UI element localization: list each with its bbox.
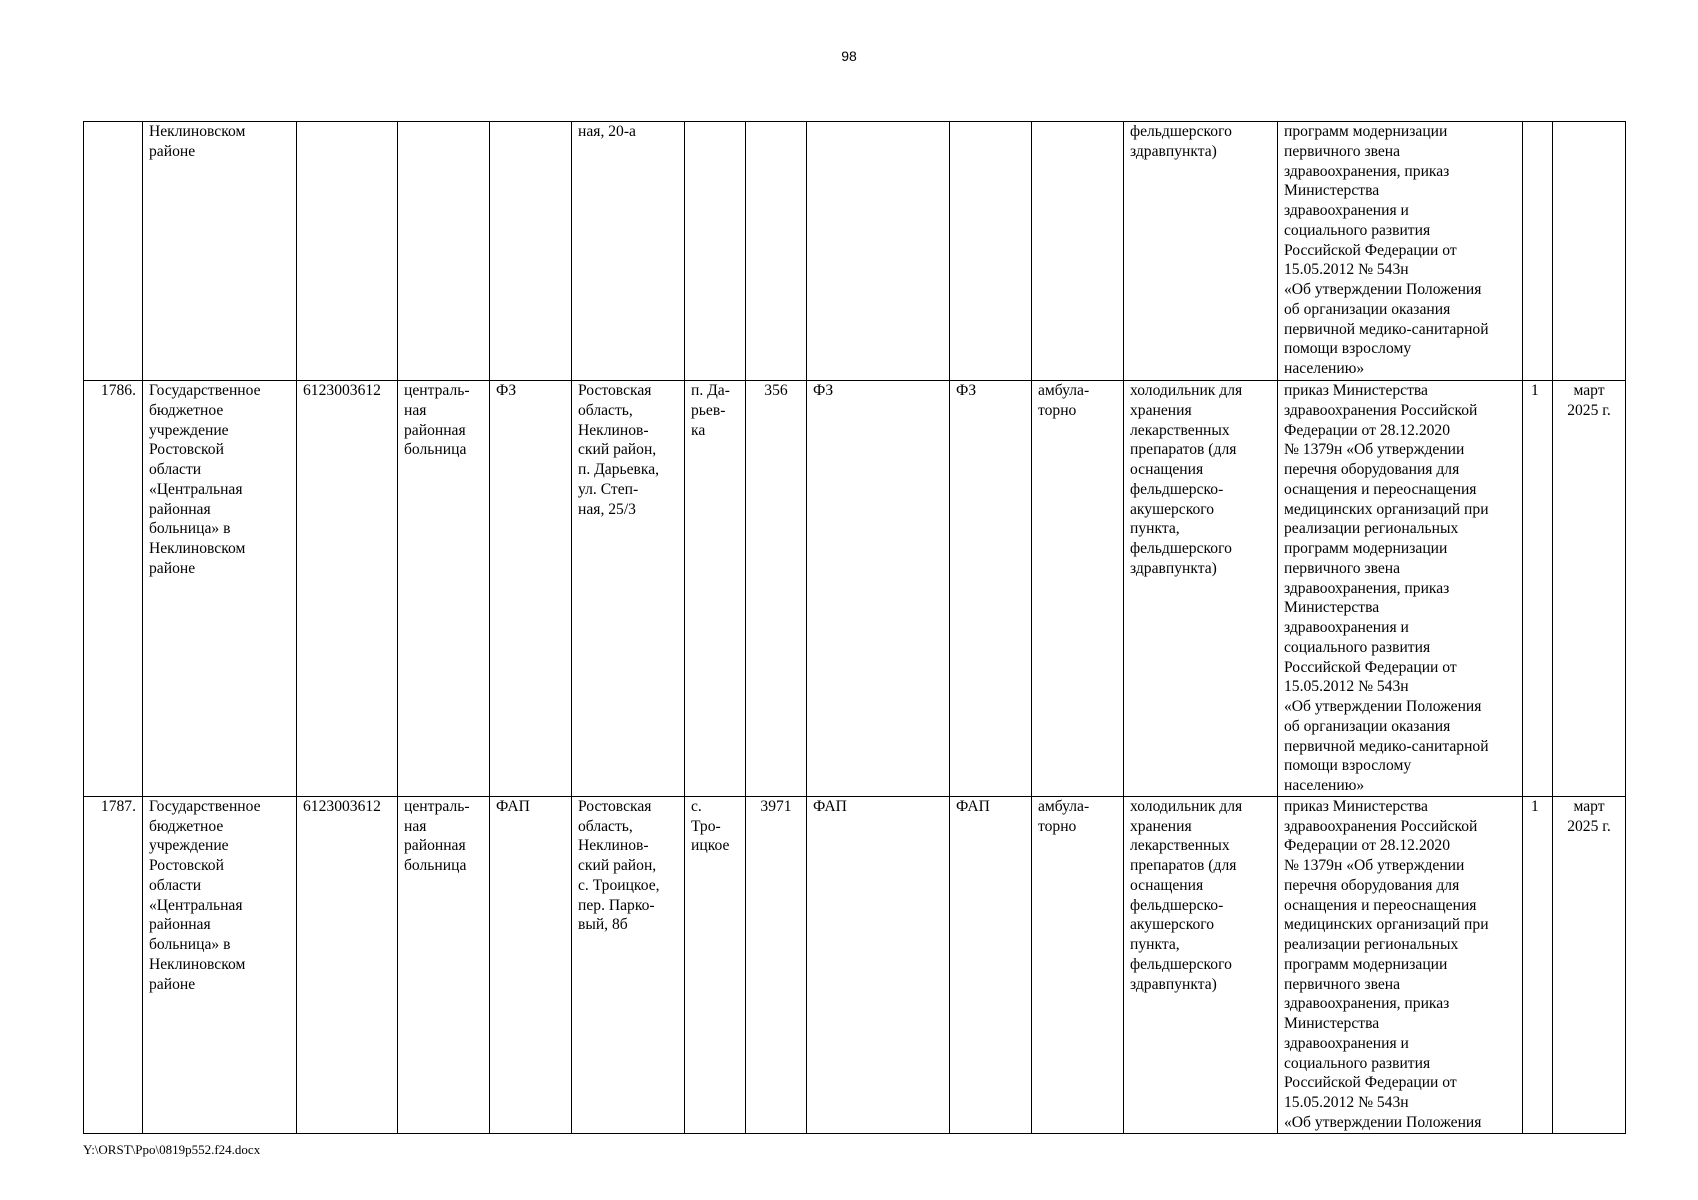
unit-type-3: ФЗ bbox=[950, 381, 1032, 797]
unit-type-2: ФЗ bbox=[807, 381, 950, 797]
table-row bbox=[84, 122, 1626, 381]
unit-type-2 bbox=[807, 122, 950, 381]
institution-type-text: централь- ная районная больница bbox=[404, 797, 470, 874]
population bbox=[746, 122, 807, 381]
equipment bbox=[1124, 381, 1278, 797]
institution-name bbox=[143, 796, 297, 1133]
population: 3971 bbox=[746, 796, 807, 1133]
unit-type-3 bbox=[950, 122, 1032, 381]
equipment-table bbox=[83, 121, 1626, 1134]
institution-type-text: централь- ная районная больница bbox=[404, 382, 470, 459]
institution-text: Государственное бюджетное учреждение Ростовской области «Центральная районная больница» в Неклиновском районе bbox=[149, 382, 261, 577]
institution-text: Государственное бюджетное учреждение Ростовской области «Центральная районная больница» в Неклиновском районе bbox=[149, 797, 261, 993]
equipment bbox=[1124, 122, 1278, 381]
care-form-text: амбула- торно bbox=[1038, 797, 1090, 835]
institution-name bbox=[143, 381, 297, 797]
institution-type bbox=[398, 381, 490, 797]
institution-type bbox=[398, 796, 490, 1133]
care-form bbox=[1032, 381, 1124, 797]
quantity bbox=[1523, 122, 1553, 381]
unit-type-2: ФАП bbox=[807, 796, 950, 1133]
equipment-text: холодильник для хранения лекарственных препаратов (для оснащения фельдшерско- акушерского пункта, фельдшерского здравпункта) bbox=[1130, 797, 1243, 993]
legal-basis bbox=[1278, 122, 1523, 381]
unit-type bbox=[490, 122, 572, 381]
inn: 6123003612 bbox=[297, 381, 398, 797]
care-form-text: амбула- торно bbox=[1038, 382, 1090, 419]
legal-basis bbox=[1278, 381, 1523, 797]
deadline bbox=[1553, 122, 1626, 381]
legal-basis-text: приказ Министерства здравоохранения Российской Федерации от 28.12.2020 № 1379н «Об утверждении перечня оборудования для оснащения и переоснащения медицинских организаций при реализации региональных программ модернизации первичного звена здравоохранения, приказ Министерства здравоохранения и социального развития Российской Федерации от 15.05.2012 № 543н «Об утверждении Положения об организации оказания первичной медико-санитарной помощи взрослому населению» bbox=[1284, 382, 1489, 794]
address bbox=[572, 796, 685, 1133]
care-form bbox=[1032, 122, 1124, 381]
table-row bbox=[84, 381, 1626, 797]
locality bbox=[685, 122, 746, 381]
institution-type bbox=[398, 122, 490, 381]
address bbox=[572, 122, 685, 381]
address bbox=[572, 381, 685, 797]
row-number: 1787. bbox=[84, 796, 143, 1133]
unit-type: ФАП bbox=[490, 796, 572, 1133]
legal-basis bbox=[1278, 796, 1523, 1133]
population: 356 bbox=[746, 381, 807, 797]
equipment-text: фельдшерского здравпункта) bbox=[1130, 123, 1232, 160]
legal-basis-text: программ модернизации первичного звена здравоохранения, приказ Министерства здравоохранения и социального развития Российской Федерации от 15.05.2012 № 543н «Об утверждении Положения об организации оказания первичной медико-санитарной помощи взрослому населению» bbox=[1284, 123, 1489, 377]
locality bbox=[685, 381, 746, 797]
page-number: 98 bbox=[841, 48, 857, 64]
care-form bbox=[1032, 796, 1124, 1133]
address-text: Ростовская область, Неклинов- ский район, с. Троицкое, пер. Парко- вый, 8б bbox=[578, 797, 660, 934]
deadline bbox=[1553, 381, 1626, 797]
locality-text: с. Тро- ицкое bbox=[691, 797, 730, 855]
row-number bbox=[84, 122, 143, 381]
locality bbox=[685, 796, 746, 1133]
institution-name bbox=[143, 122, 297, 381]
address-text: ная, 20-а bbox=[578, 123, 636, 140]
quantity: 1 bbox=[1523, 381, 1553, 797]
unit-type: ФЗ bbox=[490, 381, 572, 797]
institution-text: Неклиновском районе bbox=[149, 123, 246, 160]
deadline-text: март 2025 г. bbox=[1567, 382, 1611, 419]
unit-type-3: ФАП bbox=[950, 796, 1032, 1133]
address-text: Ростовская область, Неклинов- ский район, п. Дарьевка, ул. Степ- ная, 25/3 bbox=[578, 382, 660, 518]
locality-text: п. Да- рьев- ка bbox=[691, 382, 730, 439]
equipment-text: холодильник для хранения лекарственных препаратов (для оснащения фельдшерско- акушерского пункта, фельдшерского здравпункта) bbox=[1130, 382, 1243, 577]
deadline-text: март 2025 г. bbox=[1567, 797, 1611, 835]
inn bbox=[297, 122, 398, 381]
row-number: 1786. bbox=[84, 381, 143, 797]
deadline bbox=[1553, 796, 1626, 1133]
file-path-footer: Y:\ORST\Ppo\0819p552.f24.docx bbox=[83, 1142, 261, 1157]
inn: 6123003612 bbox=[297, 796, 398, 1133]
quantity: 1 bbox=[1523, 796, 1553, 1133]
legal-basis-text: приказ Министерства здравоохранения Российской Федерации от 28.12.2020 № 1379н «Об утверждении перечня оборудования для оснащения и переоснащения медицинских организаций при реализации региональных программ модернизации первичного звена здравоохранения, приказ Министерства здравоохранения и социального развития Российской Федерации от 15.05.2012 № 543н «Об утверждении Положения bbox=[1284, 797, 1489, 1131]
table-row bbox=[84, 796, 1626, 1133]
equipment bbox=[1124, 796, 1278, 1133]
